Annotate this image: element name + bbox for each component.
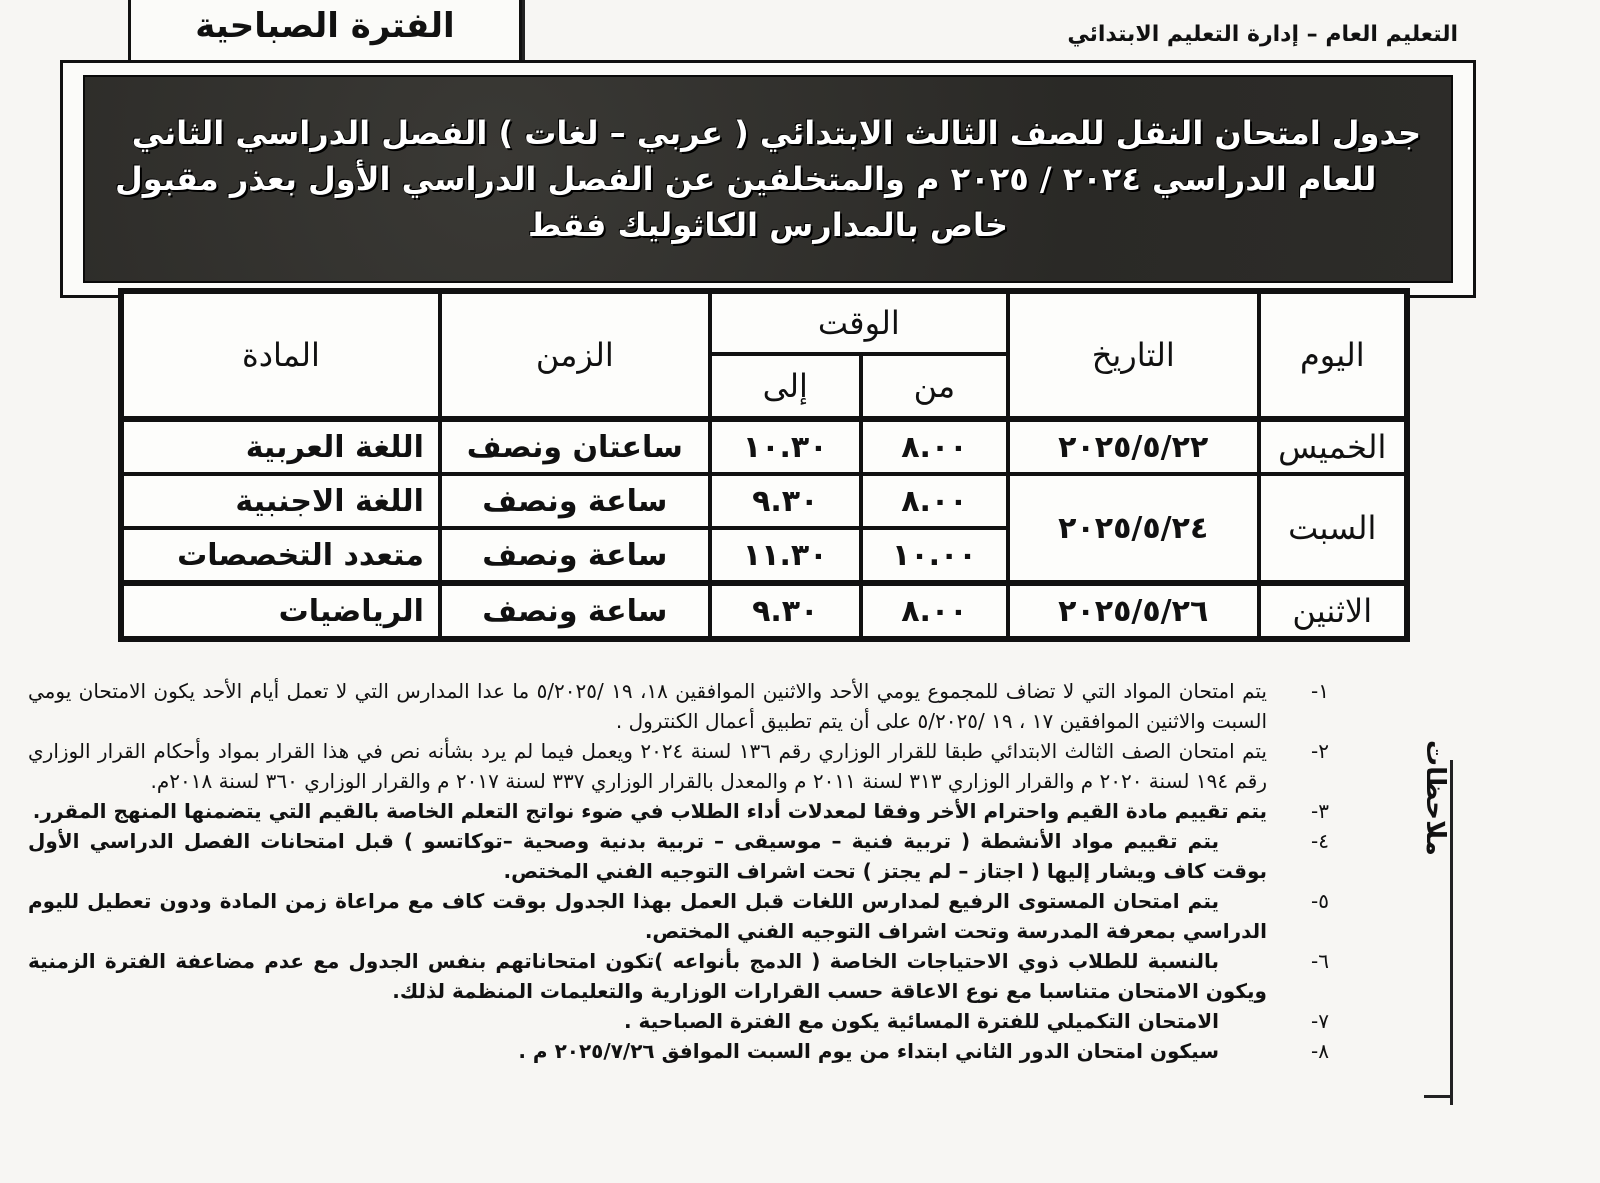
notes-list [28,676,1333,1066]
note-text: الامتحان التكميلي للفترة المسائية يكون مع الفترة الصباحية . [623,1009,1219,1033]
note-item [28,1006,1333,1036]
cell-to: ١٠.٣٠ [710,418,861,474]
note-text: يتم امتحان الصف الثالث الابتدائي طبقا للقرار الوزاري رقم ١٣٦ لسنة ٢٠٢٤ ويعمل فيما لم يرد بشأنه نص في هذا القرار بمواد وأحكام القرار الوزاري رقم ١٩٤ لسنة ٢٠٢٠ م والقرار الوزاري ٣١٣ لسنة ٢٠١١ م والمعدل بالقرار الوزاري ٣٣٧ لسنة ٢٠١٧ م والقرار الوزاري ٣٦٠ لسنة ٢٠١٨م. [28,739,1267,793]
period-label-box [128,0,522,63]
cell-subject: الرياضيات [122,582,440,638]
note-text: بالنسبة للطلاب ذوي الاحتياجات الخاصة ( الدمج بأنواعه )تكون امتحاناتهم بنفس الجدول مع عدم مضاعفة الفترة الزمنية ويكون الامتحان متناسبا مع نوع الاعاقة حسب القرارات الوزارية والتعليمات المنظمة لذلك. [28,949,1267,1003]
cell-day: الخميس [1259,418,1406,474]
department-line: التعليم العام – إدارة التعليم الابتدائي [1067,22,1458,47]
note-number: ٢- [1311,739,1329,763]
cell-date: ٢٠٢٥/٥/٢٢ [1008,418,1259,474]
note-number: ٤- [1311,829,1329,853]
note-number: ٨- [1311,1039,1329,1063]
note-number: ٧- [1311,1009,1329,1033]
cell-day: الاثنين [1259,582,1406,638]
cell-subject: اللغة الاجنبية [122,474,440,528]
cell-duration: ساعة ونصف [440,474,710,528]
header-to: إلى [710,354,861,418]
cell-subject: متعدد التخصصات [122,528,440,582]
cell-from: ٨.٠٠ [861,582,1008,638]
header-day: اليوم [1259,292,1406,418]
note-text: سيكون امتحان الدور الثاني ابتداء من يوم السبت الموافق ٢٠٢٥/٧/٢٦ م . [518,1039,1219,1063]
header-duration: الزمن [440,292,710,418]
note-number: ٦- [1311,949,1329,973]
note-item [28,796,1333,826]
table-row [122,582,1406,638]
table-row [122,474,1406,528]
note-number: ٥- [1311,889,1329,913]
header-from: من [861,354,1008,418]
cell-from: ١٠.٠٠ [861,528,1008,582]
cell-duration: ساعة ونصف [440,582,710,638]
table-row [122,418,1406,474]
exam-schedule-table [118,288,1410,642]
cell-subject: اللغة العربية [122,418,440,474]
cell-to: ١١.٣٠ [710,528,861,582]
note-item [28,736,1333,796]
note-number: ٣- [1311,799,1329,823]
header-date: التاريخ [1008,292,1259,418]
cell-duration: ساعة ونصف [440,528,710,582]
note-text: يتم تقييم مواد الأنشطة ( تربية فنية – موسيقى – تربية بدنية وصحية –توكاتسو ) قبل امتحانات الفصل الدراسي الأول بوقت كاف ويشار إليها ( اجتاز – لم يجتز ) تحت اشراف التوجيه الفني المختص. [28,829,1267,883]
notes-side-label-text: ملاحظات [1420,740,1450,856]
title-line-2: للعام الدراسي ٢٠٢٤ / ٢٠٢٥ م والمتخلفين عن الفصل الدراسي الأول بعذر مقبول [115,160,1377,198]
cell-from: ٨.٠٠ [861,474,1008,528]
note-item [28,946,1333,1006]
header-subject: المادة [122,292,440,418]
title-banner [60,60,1476,298]
cell-to: ٩.٣٠ [710,474,861,528]
title-line-3: خاص بالمدارس الكاثوليك فقط [528,206,1008,244]
notes-side-label [1410,740,1470,1110]
note-item [28,1036,1333,1066]
note-item [28,826,1333,886]
bracket-hook [1424,1095,1450,1098]
cell-day: السبت [1259,474,1406,582]
cell-to: ٩.٣٠ [710,582,861,638]
cell-duration: ساعتان ونصف [440,418,710,474]
cell-date: ٢٠٢٥/٥/٢٤ [1008,474,1259,582]
cell-from: ٨.٠٠ [861,418,1008,474]
note-item [28,676,1333,736]
bracket-line [1450,760,1453,1105]
title-line-1: جدول امتحان النقل للصف الثالث الابتدائي ( عربي – لغات ) الفصل الدراسي الثاني [131,114,1421,152]
note-text: يتم امتحان المستوى الرفيع لمدارس اللغات قبل العمل بهذا الجدول بوقت كاف مع مراعاة زمن المادة ودون تعطيل لليوم الدراسي بمعرفة المدرسة وتحت اشراف التوجيه الفني المختص. [28,889,1267,943]
header-time: الوقت [710,292,1008,354]
note-text: يتم امتحان المواد التي لا تضاف للمجموع يومي الأحد والاثنين الموافقين ١٨، ١٩ /٥/٢٠٢٥ ما عدا المدارس التي لا تعمل أيام الأحد يكون الامتحان يومي السبت والاثنين الموافقين ١٧ ، ١٩ /٥/٢٠٢٥ على أن يتم تطبيق أعمال الكنترول . [28,679,1267,733]
note-item [28,886,1333,946]
note-number: ١- [1311,679,1329,703]
cell-date: ٢٠٢٥/٥/٢٦ [1008,582,1259,638]
title-banner-inner [83,75,1453,283]
period-label: الفترة الصباحية [195,6,455,46]
note-text: يتم تقييم مادة القيم واحترام الأخر وفقا لمعدلات أداء الطلاب في ضوء نواتج التعلم الخاصة بالقيم التي يتضمنها المنهج المقرر. [32,799,1267,823]
